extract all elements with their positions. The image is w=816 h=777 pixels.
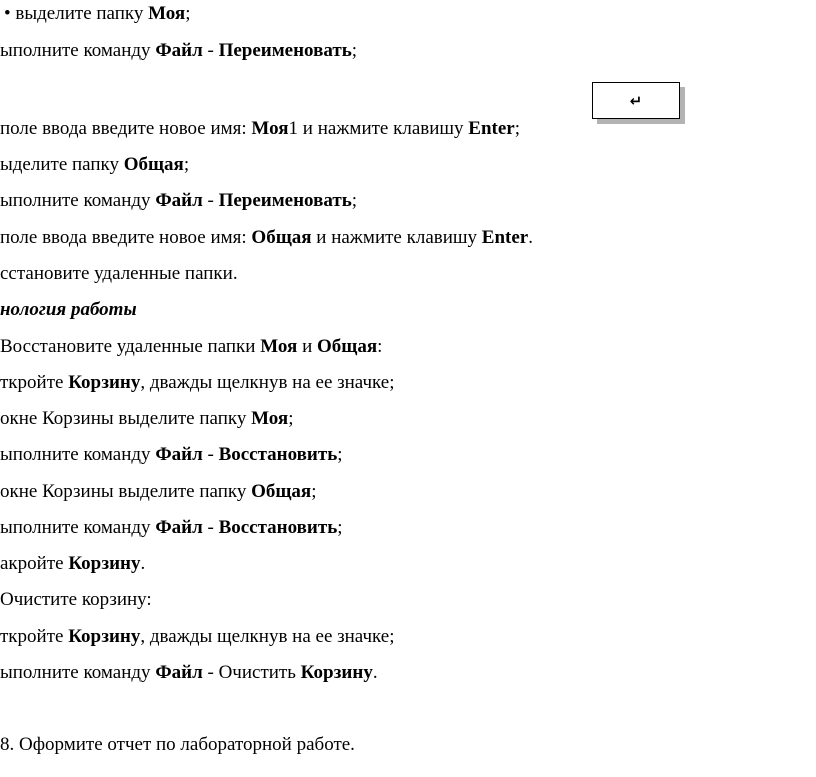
step-open-recycle-bin-2: ткройте Корзину, дважды щелкнув на ее значке; xyxy=(0,626,395,647)
step-restore-command: ыполните команду Файл - Восстановить; xyxy=(0,444,343,465)
step-enter-new-name-obshchaya: поле ввода введите новое имя: Общая и нажмите клавишу Enter. xyxy=(0,227,533,248)
bullet-item-select-moya: • выделите папку Моя; xyxy=(4,3,191,24)
step-rename-command-2: ыполните команду Файл - Переименовать; xyxy=(0,190,358,211)
step-8-report: 8. Оформите отчет по лабораторной работе. xyxy=(0,734,355,755)
step-rename-command: ыполните команду Файл - Переименовать; xyxy=(0,40,358,61)
step-enter-new-name-moya1: поле ввода введите новое имя: Моя1 и нажмите клавишу Enter; xyxy=(0,118,520,139)
step-empty-bin-command: ыполните команду Файл - Очистить Корзину. xyxy=(0,662,378,683)
step-select-obshchaya-in-bin: окне Корзины выделите папку Общая; xyxy=(0,481,317,502)
section-heading-technology: нология работы xyxy=(0,299,137,320)
step-restore-folders-intro: Восстановите удаленные папки Моя и Общая: xyxy=(0,336,383,357)
step-open-recycle-bin: ткройте Корзину, дважды щелкнув на ее значке; xyxy=(0,372,395,393)
bullet: • xyxy=(4,3,16,24)
step-empty-bin-intro: Очистите корзину: xyxy=(0,589,152,610)
step-restore-command-2: ыполните команду Файл - Восстановить; xyxy=(0,517,343,538)
task-restore-folders: сстановите удаленные папки. xyxy=(0,263,238,284)
step-close-recycle-bin: акройте Корзину. xyxy=(0,553,146,574)
enter-key-icon: ↵ xyxy=(592,82,680,119)
step-select-moya-in-bin: окне Корзины выделите папку Моя; xyxy=(0,408,294,429)
step-select-obshchaya: ыделите папку Общая; xyxy=(0,154,190,175)
